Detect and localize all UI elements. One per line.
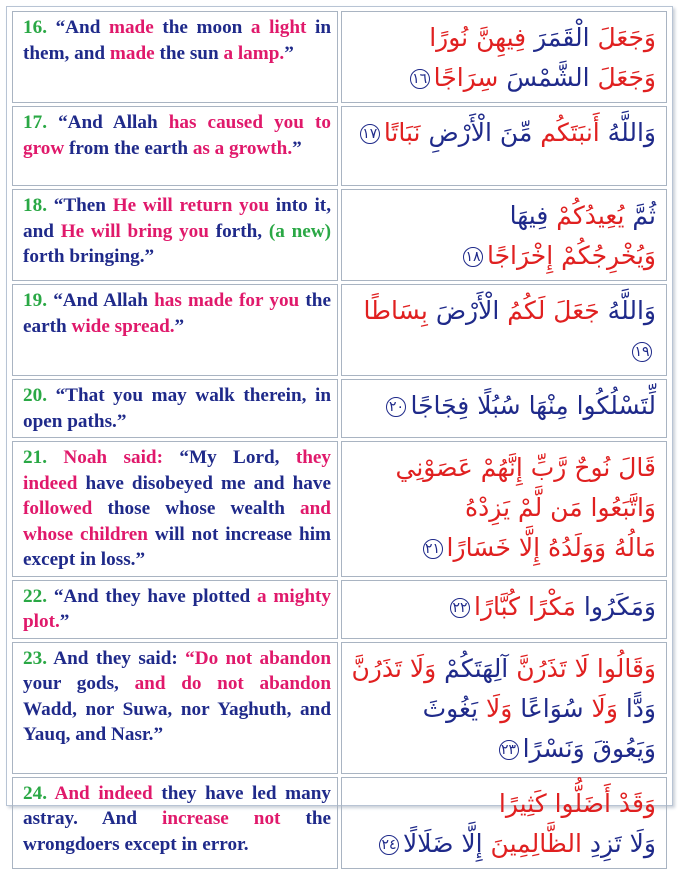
translation-segment: Wadd, nor Suwa, nor Yaghuth, and Yauq, and Nasr.” (23, 698, 331, 745)
arabic-line (350, 587, 656, 627)
arabic-verse (341, 379, 667, 438)
arabic-line (350, 689, 656, 729)
arabic-line (350, 18, 656, 58)
translation-segment: (a new) (268, 220, 332, 242)
ayah-end-mark-icon: ٢٤ (379, 835, 399, 855)
arabic-line (350, 113, 656, 153)
translation-segment: in them, and (23, 17, 332, 64)
arabic-segment: وَلَا تَذَرُنَّ (351, 653, 437, 683)
english-translation (12, 284, 338, 376)
translation-segment: ” (174, 315, 185, 337)
arabic-segment: نَبَاتًا (383, 118, 421, 147)
english-translation (12, 189, 338, 281)
translation-segment: will not increase him except in loss.” (23, 523, 332, 570)
translation-segment: “That you may walk therein, in open paths.” (23, 385, 332, 432)
translation-segment: the wrongdoers except in error. (23, 808, 332, 855)
arabic-segment: وَاللَّهُ (599, 118, 656, 147)
arabic-segment: وَيُخْرِجُكُمْ إِخْرَاجًا (486, 241, 656, 270)
translation-segment: a mighty plot. (23, 585, 331, 632)
verse-number: 22. (23, 585, 54, 607)
ayah-end-mark-icon: ٢١ (423, 539, 443, 559)
arabic-line (350, 488, 656, 528)
verse-row (12, 106, 667, 186)
arabic-verse (341, 11, 667, 103)
arabic-verse (341, 642, 667, 774)
arabic-segment: الشَّمْسَ (498, 63, 590, 92)
arabic-segment: الْأَرْضَ (427, 296, 500, 325)
arabic-segment: جَعَلَ لَكُمُ (499, 296, 600, 325)
translation-segment: He will return you (112, 195, 276, 216)
translation-segment: your gods, (23, 673, 135, 694)
arabic-segment: وَدًّا (617, 693, 656, 723)
translation-segment: those whose wealth (107, 498, 301, 519)
verse-table (9, 8, 670, 872)
translation-segment: “And Allah (53, 290, 155, 311)
ayah-end-mark-icon: ١٨ (463, 247, 483, 267)
arabic-segment: فِيهَا (509, 201, 549, 230)
arabic-line (350, 58, 656, 98)
translation-segment: increase not (162, 808, 306, 829)
arabic-segment: أَنبَتَكُم (532, 118, 600, 147)
arabic-segment: وَجَعَلَ (589, 23, 656, 52)
arabic-segment: بِسَاطًا (363, 296, 428, 325)
translation-segment: a lamp. (223, 42, 285, 64)
verse-number: 21. (23, 447, 64, 468)
arabic-segment: آلِهَتَكُمْ (436, 653, 509, 683)
arabic-segment: وَقَالُوا لَا تَذَرُنَّ (508, 653, 656, 683)
arabic-segment: وَجَعَلَ (589, 63, 656, 92)
arabic-line (350, 824, 656, 864)
arabic-segment: فِيهِنَّ نُورًا (429, 23, 527, 52)
arabic-segment: وَقَدْ أَضَلُّوا كَثِيرًا (498, 788, 656, 818)
verse-row (12, 580, 667, 639)
arabic-line (350, 784, 656, 824)
verse-row (12, 642, 667, 774)
verse-number: 19. (23, 290, 54, 311)
translation-segment: the earth (23, 290, 331, 337)
translation-segment: “And they have plotted (53, 585, 258, 607)
arabic-line (350, 649, 656, 689)
translation-segment: have disobeyed me and have (85, 472, 331, 494)
arabic-segment: وَمَكَرُوا (575, 591, 656, 621)
translation-segment: “Then (53, 195, 113, 216)
translation-segment: ” (292, 137, 302, 159)
verse-number: 20. (23, 385, 56, 406)
ayah-end-mark-icon: ٢٢ (450, 598, 470, 618)
verse-number: 23. (23, 647, 54, 669)
arabic-line (350, 528, 656, 568)
translation-segment: a light (250, 17, 316, 38)
translation-segment: from the earth (69, 137, 193, 159)
arabic-line (350, 291, 656, 371)
translation-segment: made (109, 42, 160, 64)
arabic-segment: وَاتَّبَعُوا مَن لَّمْ يَزِدْهُ (465, 493, 656, 522)
english-translation (12, 777, 338, 869)
verse-row (12, 189, 667, 281)
arabic-segment: مَكْرًا كُبَّارًا (474, 591, 576, 621)
ayah-end-mark-icon: ٢٠ (386, 397, 406, 417)
verse-number: 17. (23, 112, 59, 133)
arabic-segment: الْقَمَرَ (526, 23, 590, 52)
translation-segment: ” (59, 611, 70, 632)
ayah-end-mark-icon: ٢٣ (499, 740, 519, 760)
translation-segment: wide spread. (71, 315, 175, 337)
translation-segment: has caused you to grow (23, 112, 331, 159)
arabic-segment: وَلَا (478, 693, 513, 723)
arabic-verse (341, 580, 667, 639)
arabic-segment: سِرَاجًا (433, 63, 499, 92)
arabic-segment: مَالُهُ وَوَلَدُهُ إِلَّا خَسَارًا (446, 533, 656, 562)
translation-segment: And indeed (54, 782, 162, 804)
english-translation (12, 11, 338, 103)
translation-segment: forth, (215, 220, 269, 242)
translation-segment: they indeed (23, 447, 331, 494)
english-translation (12, 441, 338, 577)
english-translation (12, 642, 338, 774)
english-translation (12, 580, 338, 639)
translation-segment: made (108, 17, 163, 38)
translation-segment: “And Allah (58, 112, 169, 133)
translation-segment: Noah said: (63, 447, 180, 468)
arabic-verse (341, 777, 667, 869)
arabic-line (350, 386, 656, 426)
translation-segment: “And (55, 17, 109, 38)
verse-table-frame (6, 6, 673, 858)
english-translation (12, 379, 338, 438)
translation-segment: and whose children (23, 498, 331, 545)
translation-segment: and do not abandon (134, 673, 331, 694)
ayah-end-mark-icon: ١٩ (632, 342, 652, 362)
translation-segment: into it, and (23, 195, 331, 242)
arabic-line (350, 448, 656, 488)
english-translation (12, 106, 338, 186)
arabic-segment: ثُمَّ (624, 201, 656, 230)
arabic-verse (341, 106, 667, 186)
verse-number: 18. (23, 195, 54, 216)
translation-segment: ” (284, 42, 294, 64)
verse-row (12, 11, 667, 103)
translation-segment: they have led many astray. And (23, 782, 332, 829)
translation-segment: He will bring you (60, 220, 216, 242)
arabic-verse (341, 189, 667, 281)
translation-segment: “Do not abandon (185, 647, 331, 669)
arabic-segment: سُوَاعًا (512, 693, 584, 723)
verse-number: 16. (23, 17, 56, 38)
ayah-end-mark-icon: ١٦ (410, 69, 430, 89)
arabic-line (350, 729, 656, 769)
translation-segment: “My Lord, (179, 447, 296, 468)
arabic-line (350, 196, 656, 236)
verse-row (12, 441, 667, 577)
ayah-end-mark-icon: ١٧ (360, 124, 380, 144)
arabic-segment: لِّتَسْلُكُوا مِنْهَا سُبُلًا فِجَاجًا (410, 391, 656, 420)
arabic-segment: يُعِيدُكُمْ (548, 201, 625, 230)
translation-segment: as a growth. (192, 137, 293, 159)
verse-row (12, 777, 667, 869)
arabic-segment: إِلَّا ضَلَالًا (403, 828, 483, 858)
arabic-segment: وَيَعُوقَ وَنَسْرًا (522, 733, 656, 763)
arabic-segment: قَالَ نُوحٌ رَّبِّ إِنَّهُمْ عَصَوْنِي (395, 453, 656, 482)
arabic-segment: وَلَا (583, 693, 618, 723)
arabic-line (350, 236, 656, 276)
arabic-segment: مِّنَ الْأَرْضِ (420, 118, 533, 147)
arabic-segment: يَغُوثَ (422, 693, 479, 723)
arabic-segment: الظَّالِمِينَ (482, 828, 582, 858)
translation-segment: followed (23, 498, 108, 519)
verse-row (12, 379, 667, 438)
translation-segment: the moon (162, 17, 251, 38)
arabic-segment: وَاللَّهُ (599, 296, 656, 325)
verse-number: 24. (23, 782, 55, 804)
arabic-verse (341, 284, 667, 376)
arabic-segment: وَلَا تَزِدِ (581, 828, 656, 858)
translation-segment: forth bringing.” (23, 246, 155, 267)
translation-segment: the sun (159, 42, 224, 64)
arabic-verse (341, 441, 667, 577)
translation-segment: And they said: (53, 647, 186, 669)
verse-row (12, 284, 667, 376)
translation-segment: has made for you (154, 290, 306, 311)
